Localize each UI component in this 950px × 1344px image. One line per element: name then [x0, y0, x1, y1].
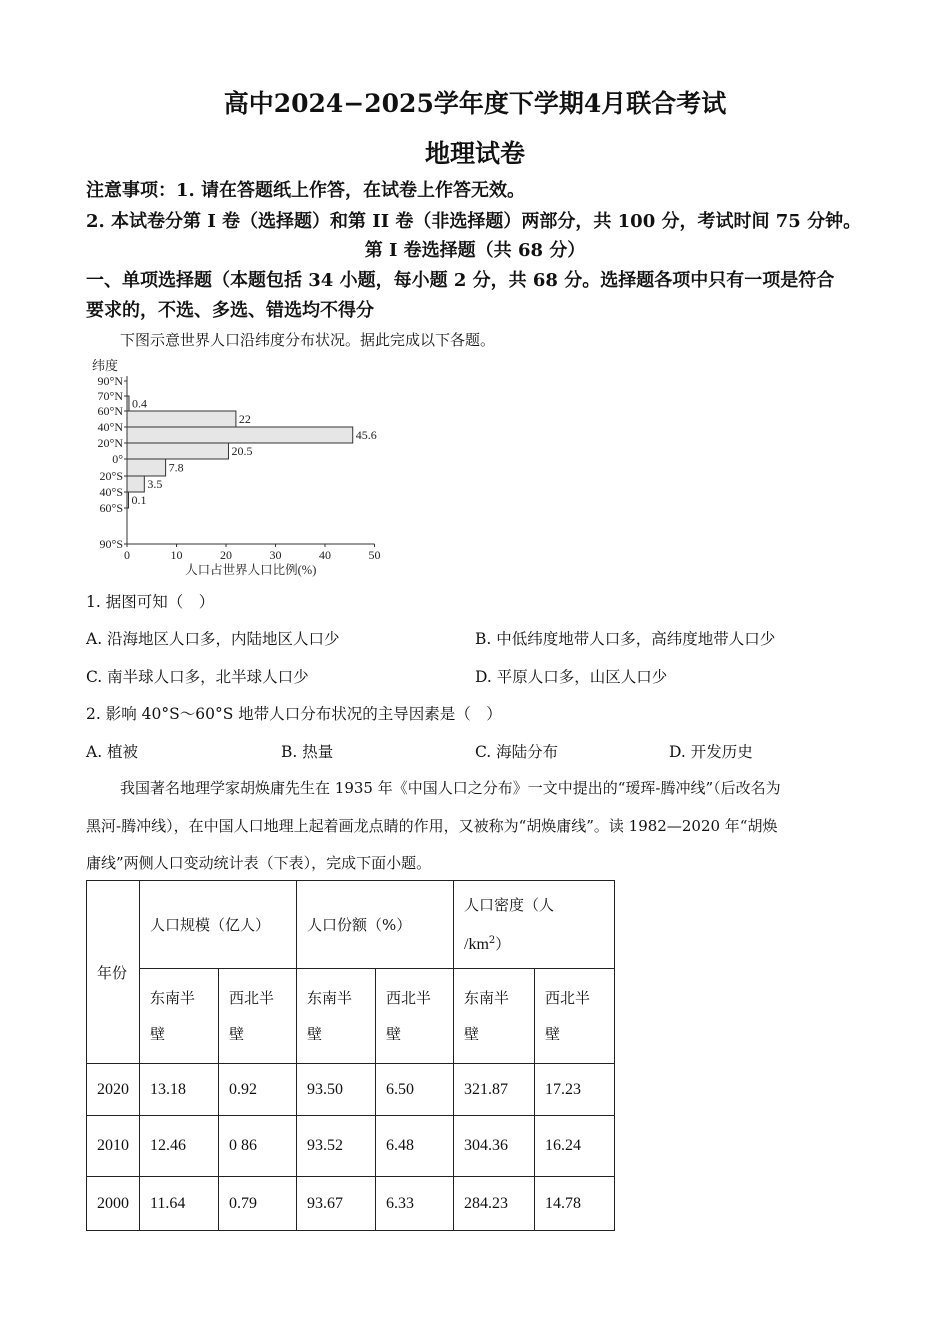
bar-value-label: 22 — [238, 412, 251, 426]
population-table — [86, 880, 615, 1231]
cell-value: 11.64 — [140, 1177, 219, 1231]
y-tick-label: 20°N — [97, 436, 123, 450]
table-row — [87, 1177, 615, 1231]
latitude-population-chart — [80, 352, 400, 582]
q1-option-b[interactable]: B. 中低纬度地带人口多，高纬度地带人口少 — [475, 630, 776, 648]
density-sup: 2 — [488, 934, 496, 946]
sub-header-nw-size: 西北半 壁 — [219, 969, 297, 1064]
cell-value: 13.18 — [140, 1064, 219, 1116]
table-row — [87, 1116, 615, 1177]
x-tick-label: 40 — [319, 548, 331, 562]
y-tick-label: 90°S — [99, 537, 123, 551]
sub-header-se-size: 东南半 壁 — [140, 969, 219, 1064]
q2-option-d[interactable]: D. 开发历史 — [669, 743, 753, 761]
cell-value: 0.92 — [219, 1064, 297, 1116]
intro-table-line-2: 黑河-腾冲线），在中国人口地理上起着画龙点睛的作用，又被称为“胡焕庸线”。读 1982—2020 年“胡焕 — [86, 817, 778, 835]
q1-option-a[interactable]: A. 沿海地区人口多，内陆地区人口少 — [86, 630, 340, 648]
intro-table-line-1: 我国著名地理学家胡焕庸先生在 1935 年《中国人口之分布》一文中提出的“瑷珲-腾冲线”（后改名为 — [120, 779, 781, 797]
exam-title: 高中2024−2025学年度下学期4月联合考试 — [223, 89, 727, 118]
cell-value: 14.78 — [535, 1177, 615, 1231]
header-population-size: 人口规模（亿人） — [140, 881, 297, 969]
cell-value: 93.52 — [297, 1116, 376, 1177]
sub-header-nw-share: 西北半 壁 — [376, 969, 454, 1064]
cell-value: 284.23 — [454, 1177, 535, 1231]
cell-value: 16.24 — [535, 1116, 615, 1177]
bar — [127, 476, 144, 492]
x-axis-title: 人口占世界人口比例(%) — [185, 563, 317, 577]
density-line-1: 人口密度（人 — [464, 895, 555, 914]
notice-line-2: 2. 本试卷分第 I 卷（选择题）和第 II 卷（非选择题）两部分，共 100 分，考试时间 75 分钟。 — [86, 211, 862, 232]
q2-option-c[interactable]: C. 海陆分布 — [475, 743, 559, 761]
bar-value-label: 0.1 — [131, 493, 147, 507]
intro-chart: 下图示意世界人口沿纬度分布状况。据此完成以下各题。 — [120, 331, 496, 349]
cell-value: 93.67 — [297, 1177, 376, 1231]
header-population-density — [454, 881, 615, 969]
y-tick-label: 60°S — [99, 501, 123, 515]
bar — [127, 411, 236, 427]
y-tick-label: 40°S — [99, 485, 123, 499]
cell-value: 93.50 — [297, 1064, 376, 1116]
section-instruction-2: 要求的，不选、多选、错选均不得分 — [86, 300, 374, 321]
cell-value: 12.46 — [140, 1116, 219, 1177]
q2-option-b[interactable]: B. 热量 — [281, 743, 334, 761]
q1-stem: 1. 据图可知（ ） — [86, 593, 215, 611]
table-row — [87, 1064, 615, 1116]
density-close: ） — [495, 934, 511, 953]
q2-option-a[interactable]: A. 植被 — [86, 743, 139, 761]
density-line-2: /km — [464, 935, 489, 953]
bar — [127, 443, 228, 459]
cell-year: 2020 — [87, 1064, 140, 1116]
cell-value: 6.48 — [376, 1116, 454, 1177]
sub-header-nw-density: 西北半 壁 — [535, 969, 615, 1064]
q2-stem: 2. 影响 40°S～60°S 地带人口分布状况的主导因素是（ ） — [86, 705, 502, 723]
header-year: 年份 — [87, 881, 140, 1064]
bar — [127, 427, 353, 443]
y-tick-label: 20°S — [99, 469, 123, 483]
cell-value: 321.87 — [454, 1064, 535, 1116]
y-tick-label: 90°N — [97, 374, 123, 388]
cell-value: 0 86 — [219, 1116, 297, 1177]
sub-header-se-density: 东南半 壁 — [454, 969, 535, 1064]
bar-value-label: 7.8 — [168, 460, 184, 475]
x-tick-label: 20 — [220, 548, 232, 562]
y-tick-label: 40°N — [97, 420, 123, 434]
bar-value-label: 45.6 — [355, 428, 377, 442]
section-instruction-1: 一、单项选择题（本题包括 34 小题，每小题 2 分，共 68 分。选择题各项中只有一项是符合 — [86, 270, 835, 291]
bar-value-label: 20.5 — [231, 444, 253, 458]
section-heading: 第 I 卷选择题（共 68 分） — [364, 240, 586, 261]
q1-option-d[interactable]: D. 平原人口多，山区人口少 — [475, 668, 668, 686]
bar-value-label: 0.4 — [131, 396, 147, 411]
q1-option-c[interactable]: C. 南半球人口多，北半球人口少 — [86, 668, 309, 686]
cell-year: 2000 — [87, 1177, 140, 1231]
notice-line-1: 注意事项：1. 请在答题纸上作答，在试卷上作答无效。 — [86, 180, 526, 201]
x-tick-label: 0 — [124, 548, 130, 562]
bar — [127, 459, 166, 476]
header-population-share: 人口份额（%） — [297, 881, 454, 969]
cell-value: 17.23 — [535, 1064, 615, 1116]
x-tick-label: 50 — [368, 548, 381, 562]
cell-value: 6.50 — [376, 1064, 454, 1116]
y-tick-label: 0° — [112, 452, 123, 466]
sub-header-se-share: 东南半 壁 — [297, 969, 376, 1064]
y-tick-label: 70°N — [97, 389, 123, 403]
bar — [127, 492, 129, 508]
bar-value-label: 3.5 — [147, 477, 163, 491]
cell-value: 6.33 — [376, 1177, 454, 1231]
cell-value: 304.36 — [454, 1116, 535, 1177]
cell-value: 0.79 — [219, 1177, 297, 1231]
x-tick-label: 10 — [170, 548, 183, 562]
exam-subtitle: 地理试卷 — [424, 139, 525, 168]
y-axis-title: 纬度 — [92, 358, 119, 373]
cell-year: 2010 — [87, 1116, 140, 1177]
x-tick-label: 30 — [269, 548, 282, 562]
bar — [127, 396, 129, 411]
intro-table-line-3: 庸线”两侧人口变动统计表（下表），完成下面小题。 — [86, 854, 432, 872]
y-tick-label: 60°N — [97, 404, 123, 418]
